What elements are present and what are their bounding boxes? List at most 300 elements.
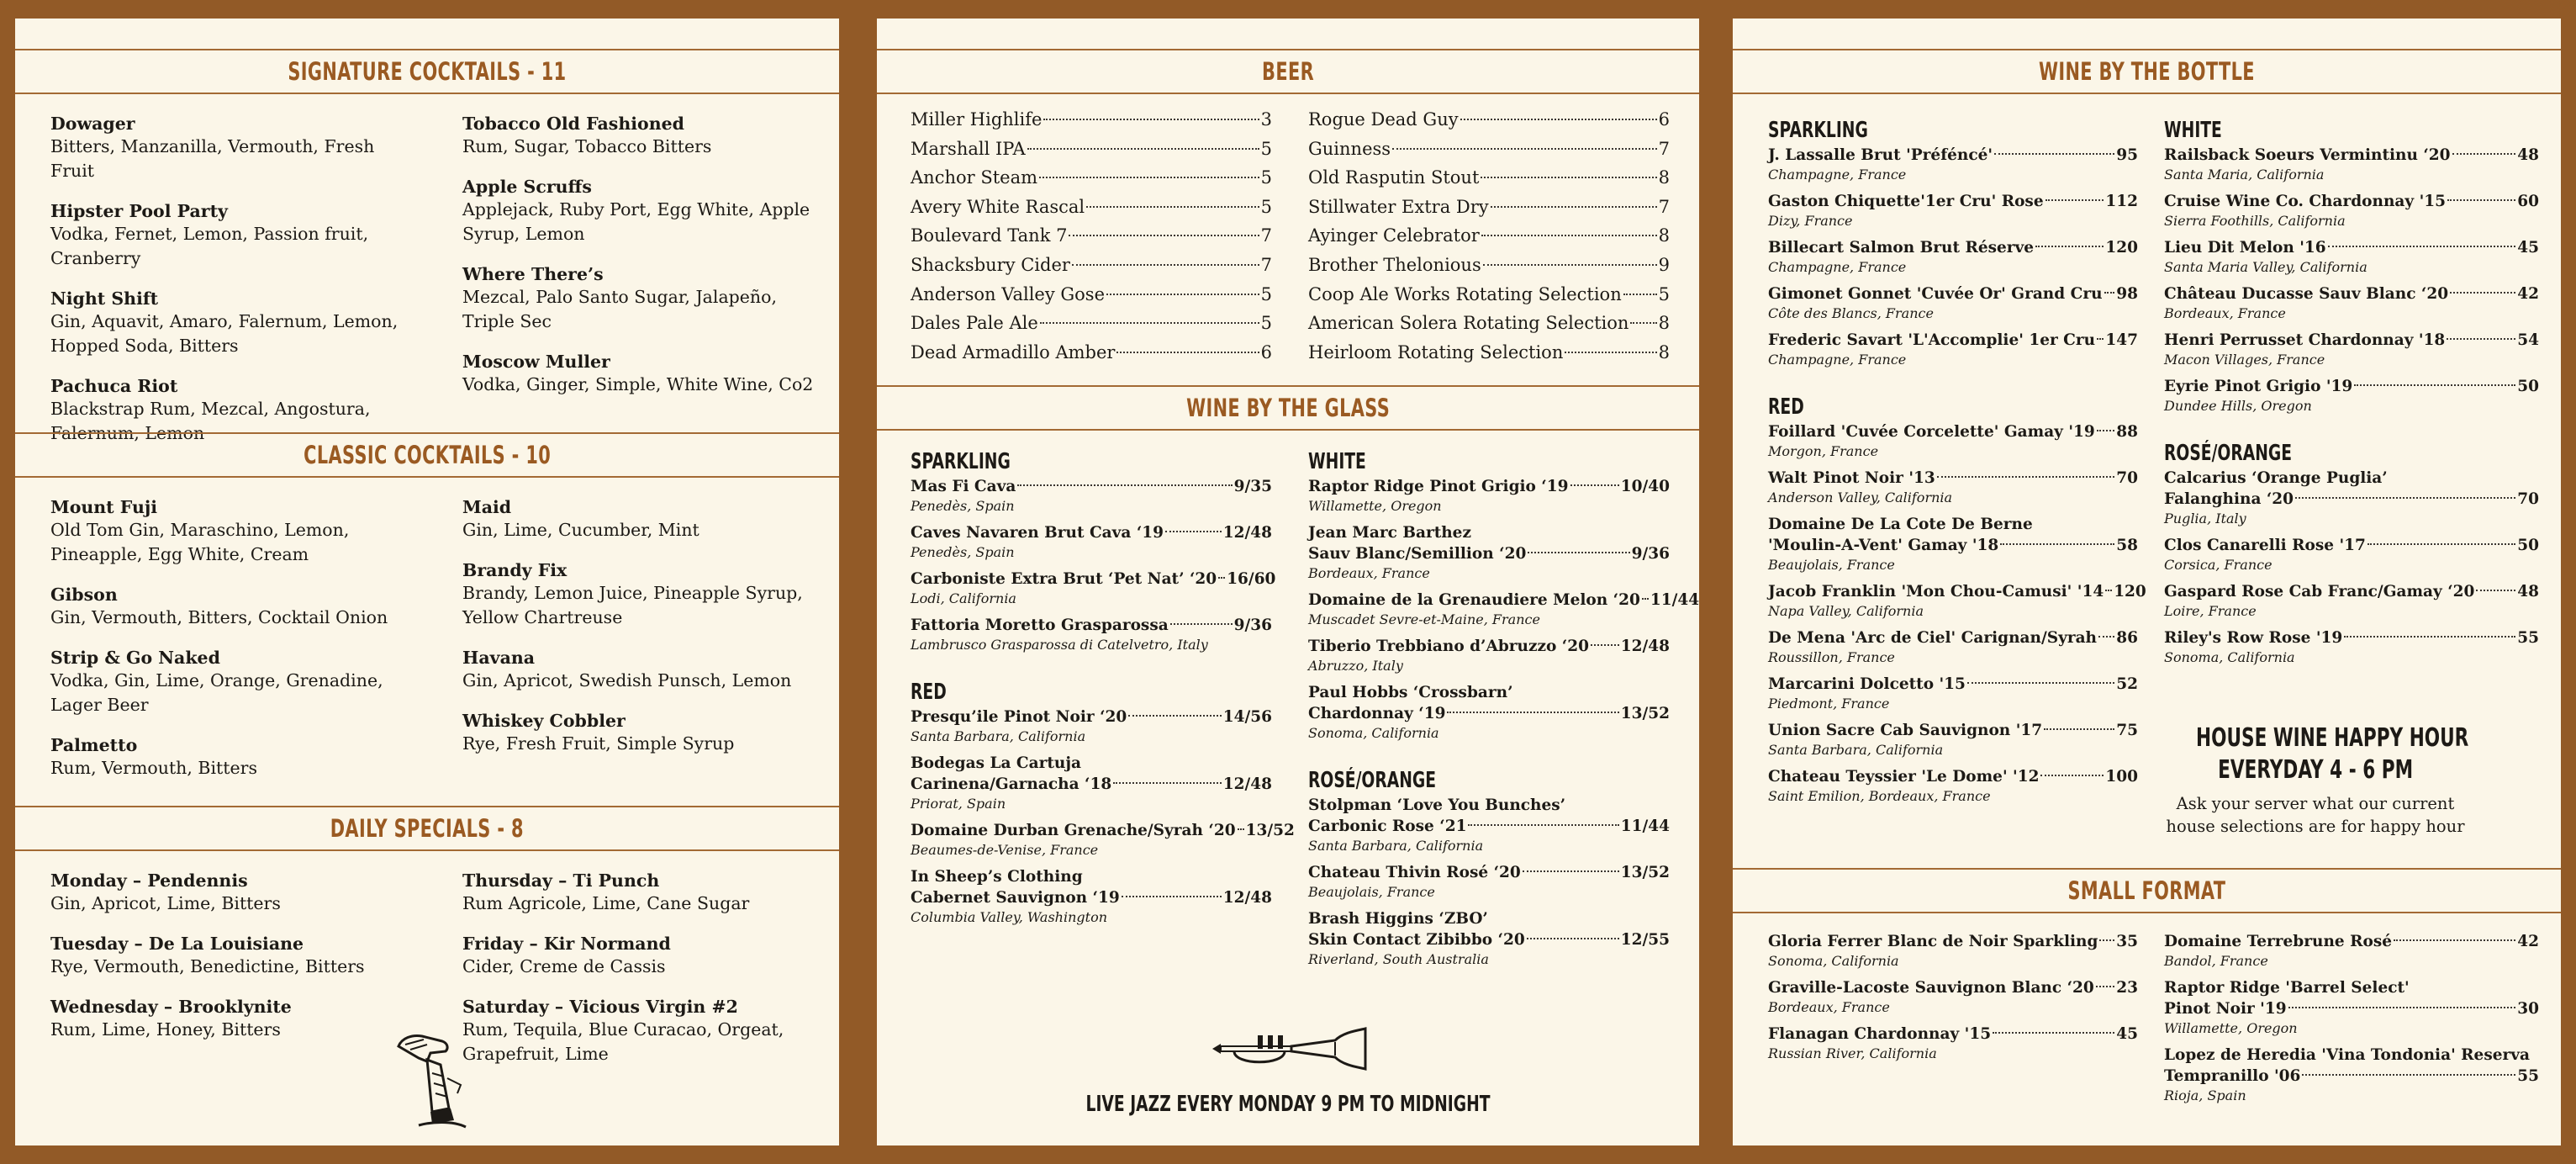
wine-item [1308,476,1670,516]
wine-line [1308,795,1670,816]
dot-leader [2097,338,2104,340]
wine-name: Union Sacre Cab Sauvignon '17 [1768,722,2043,739]
wine-origin: Anderson Valley, California [1768,489,1953,505]
beer-item [911,193,1272,222]
wine-origin: Beaumes-de-Venise, France [911,842,1099,858]
dot-leader [2447,338,2515,340]
happy-hour-time [2143,755,2488,785]
dot-leader [2045,199,2104,201]
wine-price: 13/52 [1245,822,1295,839]
wine-price: 12/48 [1222,524,1272,542]
wine-glass-title: WINE BY THE GLASS [1185,394,1391,422]
beer-item [1308,309,1670,338]
wine-origin: Bandol, France [2164,953,2268,969]
item-name: Maid [462,497,512,517]
wine-item [911,569,1276,608]
dot-leader [1528,552,1629,553]
item-price: 7 [1260,254,1272,275]
item-description: Old Tom Gin, Maraschino, Lemon, Pineapple, Egg White, Cream [50,520,350,564]
dot-leader [1072,264,1259,266]
item-price: 8 [1658,167,1670,188]
item-description: Rum, Sugar, Tobacco Bitters [462,136,712,156]
category-label: ROSÉ/ORANGE [1308,768,1437,793]
item-name: Rogue Dead Guy [1308,109,1459,130]
wine-item [911,866,1272,927]
dot-leader [1481,235,1657,236]
item-name: Moscow Muller [462,352,610,372]
category-label: RED [911,680,947,705]
category-heading [911,449,1272,476]
dot-leader [1392,148,1657,150]
item-name: Dales Pale Ale [911,313,1038,334]
wine-name: Sauv Blanc/Semillion ‘20 [1308,545,1527,563]
dot-leader [1481,177,1656,178]
dot-leader [2447,199,2515,201]
item-name: Brandy Fix [462,560,567,580]
wine-item [1308,522,1670,583]
menu-item [50,870,420,916]
beer-item [1308,280,1670,310]
menu-item [462,113,824,159]
wine-price: 54 [2517,331,2539,349]
item-name: Strip & Go Naked [50,648,220,668]
beer-glass-panel [877,19,1699,1145]
wine-item [2164,627,2539,667]
item-price: 8 [1658,341,1670,362]
wine-name: Railsback Soeurs Vermintinu ‘20 [2164,146,2451,164]
wine-item [1308,795,1670,855]
happy-hour-line2: EVERYDAY 4 - 6 PM [2218,755,2413,785]
wine-price: 50 [2517,537,2539,554]
wine-item [1768,627,2138,667]
dot-leader [2476,590,2515,591]
wine-name: De Mena 'Arc de Ciel' Carignan/Syrah [1768,629,2098,647]
dot-leader [2104,292,2115,294]
dot-leader [2302,1074,2515,1076]
item-name: Miller Highlife [911,109,1043,130]
item-price: 9 [1658,254,1670,275]
wine-origin: Loire, France [2164,603,2257,619]
wine-name: Fattoria Moretto Grasparossa [911,616,1169,634]
wine-line [1308,703,1670,724]
wine-line [1308,862,1670,883]
wine-name: Pinot Noir '19 [2164,1000,2287,1018]
wine-item [2164,581,2539,621]
wine-price: 70 [2116,469,2138,487]
wine-origin: Bordeaux, France [1308,565,1430,581]
wine-item [911,753,1272,813]
daily-specials-header [15,806,839,851]
beer-item [1308,105,1670,135]
wine-line [1768,581,2146,602]
classic-cocktails-title: CLASSIC COCKTAILS - 10 [304,441,551,469]
menu-item [50,496,420,567]
beer-item [911,338,1272,368]
menu-item [50,734,420,780]
dot-leader [2367,543,2515,545]
dot-leader [1630,322,1656,324]
dot-leader [2450,292,2515,294]
item-description: Mezcal, Palo Santo Sugar, Jalapeño, Triple Sec [462,287,777,331]
item-name: Saturday – Vicious Virgin #2 [462,997,738,1017]
wine-line [1308,522,1670,543]
item-description: Rye, Fresh Fruit, Simple Syrup [462,733,735,754]
wine-line [1768,191,2138,212]
wine-name: Clos Canarelli Rose '17 [2164,537,2366,554]
wine-name: Graville-Lacoste Sauvignon Blanc ‘20 [1768,979,2094,997]
dot-leader [1128,715,1221,717]
group-spacer [1308,749,1670,768]
dot-leader [1165,531,1222,532]
dot-leader [1937,476,2114,478]
dot-leader [1106,294,1259,295]
menu-item [50,200,420,271]
category-heading [2164,441,2539,468]
wine-name: Walt Pinot Noir '13 [1768,469,1935,487]
glass-left-column [911,449,1295,934]
wine-price: 75 [2116,722,2138,739]
dot-leader [1994,153,2114,155]
wine-origin: Napa Valley, California [1768,603,1924,619]
dot-leader [2044,728,2114,730]
item-name: Shacksbury Cider [911,254,1070,275]
dot-leader [1591,644,1619,646]
wine-item [1768,191,2138,230]
wine-origin: Sierra Foothills, California [2164,213,2346,229]
classic-left-column [50,496,420,797]
wine-line [2164,977,2539,998]
wine-price: 88 [2116,423,2138,441]
wine-line [911,706,1272,728]
wine-line [1768,283,2138,304]
wine-line [1768,766,2138,787]
wine-name: Mas Fi Cava [911,478,1016,495]
wine-origin: Saint Emilion, Bordeaux, France [1768,788,1991,804]
dot-leader [2035,246,2104,247]
wine-line [911,887,1272,908]
wine-item [1308,590,1699,629]
wine-origin: Riverland, South Australia [1308,951,1489,967]
wine-origin: Macon Villages, France [2164,352,2325,368]
classic-cocktails-header [15,432,839,478]
wine-item [1768,931,2138,971]
dot-leader [1069,235,1259,236]
wine-price: 147 [2105,331,2138,349]
wine-price: 12/48 [1620,638,1670,655]
wine-line [1308,816,1670,837]
dot-leader [2295,497,2515,499]
dot-leader [1040,322,1259,324]
item-price: 5 [1260,283,1272,304]
item-name: Brother Thelonious [1308,254,1481,275]
wine-origin: Penedès, Spain [911,498,1015,514]
wine-price: 42 [2517,285,2539,303]
dot-leader [1623,294,1657,295]
happy-hour-line1: HOUSE WINE HAPPY HOUR [2196,723,2469,753]
menu-item [462,351,824,397]
item-price: 7 [1658,138,1670,159]
menu-item [50,584,420,630]
category-label: WHITE [1308,449,1366,474]
item-name: Boulevard Tank 7 [911,225,1068,246]
item-name: Old Rasputin Stout [1308,167,1480,188]
item-description: Gin, Apricot, Lime, Bitters [50,893,281,913]
item-price: 5 [1658,283,1670,304]
wine-line [911,820,1295,841]
wine-item [911,706,1272,746]
item-price: 8 [1658,225,1670,246]
wine-price: 16/60 [1227,570,1276,588]
wine-origin: Roussillon, France [1768,649,1895,665]
small-format-header [1733,868,2561,913]
wine-origin: Dizy, France [1768,213,1853,229]
wine-name: Carboniste Extra Brut ‘Pet Nat’ ‘20 [911,570,1217,588]
menu-item [50,996,420,1042]
item-name: Havana [462,648,536,668]
wine-name: Château Ducasse Sauv Blanc ‘20 [2164,285,2449,303]
item-description: Applejack, Ruby Port, Egg White, Apple Syrup, Lemon [462,199,810,244]
wine-name: J. Lassalle Brut 'Préféncé' [1768,146,1993,164]
wine-item [1768,977,2138,1017]
wine-bottle-panel [1733,19,2561,1145]
item-name: Monday – Pendennis [50,870,248,891]
wine-origin: Santa Maria Valley, California [2164,259,2367,275]
dot-leader [1113,782,1222,784]
group-spacer [2164,422,2539,441]
wine-origin: Puglia, Italy [2164,511,2246,526]
menu-item [462,996,824,1066]
item-price: 6 [1260,341,1272,362]
wine-name: Frederic Savart 'L'Accomplie' 1er Cru [1768,331,2096,349]
wine-name: Gloria Ferrer Blanc de Noir Sparkling [1768,933,2098,950]
dot-leader [1967,682,2114,684]
wine-line [2164,145,2539,166]
wine-name: Raptor Ridge 'Barrel Select' [2164,979,2410,997]
wine-origin: Lambrusco Grasparossa di Catelvetro, Italy [911,637,1208,653]
wine-line [2164,330,2539,351]
dot-leader [1642,598,1649,600]
specials-left-column [50,870,420,1059]
wine-name: Lieu Dit Melon '16 [2164,239,2326,257]
wine-item [2164,283,2539,323]
wine-price: 12/55 [1620,931,1670,949]
item-name: Apple Scruffs [462,177,592,197]
dot-leader [2328,246,2516,247]
dot-leader [2394,939,2515,941]
wine-price: 9/36 [1631,545,1670,563]
dot-leader [1122,896,1222,897]
wine-item [1768,283,2138,323]
item-description: Bitters, Manzanilla, Vermouth, Fresh Fruit [50,136,375,181]
item-description: Vodka, Ginger, Simple, White Wine, Co2 [462,374,814,394]
small-format-title: SMALL FORMAT [2067,876,2226,905]
dot-leader [1027,148,1259,150]
wine-name: Falanghina ‘20 [2164,490,2294,508]
wine-item [1768,237,2138,277]
item-name: Ayinger Celebrator [1308,225,1480,246]
beer-item [911,280,1272,310]
wine-line [2164,931,2539,952]
wine-line [1308,682,1670,703]
item-name: Dead Armadillo Amber [911,341,1116,362]
wine-line [2164,489,2539,510]
wine-price: 120 [2114,583,2146,601]
item-name: Marshall IPA [911,138,1026,159]
wine-item [1768,421,2138,461]
wine-name: Cabernet Sauvignon ‘19 [911,889,1120,907]
item-price: 5 [1260,196,1272,217]
beer-left-column [911,105,1272,367]
wine-item [911,522,1272,562]
wine-price: 11/44 [1650,591,1699,609]
dot-leader [2344,636,2515,638]
menu-item [462,647,824,693]
item-description: Gin, Aquavit, Amaro, Falernum, Lemon, Hopped Soda, Bitters [50,311,399,356]
wine-name: Calcarius ‘Orange Puglia’ [2164,469,2388,487]
wine-line [2164,191,2539,212]
wine-item [2164,931,2539,971]
wine-bottle-title: WINE BY THE BOTTLE [2039,57,2255,86]
wine-origin: Penedès, Spain [911,544,1015,560]
category-label: WHITE [2164,118,2222,143]
wine-line [2164,468,2539,489]
dot-leader [1460,119,1657,120]
wine-line [2164,1066,2539,1087]
wine-origin: Willamette, Oregon [2164,1020,2298,1036]
wine-name: Jean Marc Barthez [1308,524,1471,542]
item-description: Cider, Creme de Cassis [462,956,666,976]
dot-leader [1086,206,1259,208]
wine-price: 48 [2517,146,2539,164]
wine-price: 13/52 [1620,705,1670,722]
group-spacer [911,661,1272,680]
wine-line [1768,1024,2138,1045]
wine-origin: Bordeaux, France [2164,305,2286,321]
wine-name: Paul Hobbs ‘Crossbarn’ [1308,684,1513,701]
item-name: Tobacco Old Fashioned [462,114,684,134]
beer-item [911,309,1272,338]
category-label: RED [1768,394,1804,420]
item-price: 3 [1260,109,1272,130]
item-description: Blackstrap Rum, Mezcal, Angostura, Falernum, Lemon [50,399,371,443]
wine-origin: Sonoma, California [2164,649,2295,665]
wine-line [1768,627,2138,648]
wine-name: Bodegas La Cartuja [911,754,1082,772]
wine-name: Eyrie Pinot Grigio '19 [2164,378,2353,395]
wine-line [911,615,1272,636]
wine-line [911,774,1272,795]
wine-origin: Côte des Blancs, France [1768,305,1934,321]
item-description: Gin, Lime, Cucumber, Mint [462,520,699,540]
wine-origin: Rioja, Spain [2164,1087,2246,1103]
wine-origin: Willamette, Oregon [1308,498,1442,514]
daily-specials-title: DAILY SPECIALS - 8 [330,814,525,843]
item-price: 7 [1658,196,1670,217]
happy-hour-note-line1: Ask your server what our current [2176,794,2455,813]
wine-item [1308,908,1670,969]
wine-origin: Dundee Hills, Oregon [2164,398,2312,414]
wine-price: 9/35 [1233,478,1272,495]
wine-price: 55 [2517,1067,2539,1085]
wine-name: Riley's Row Rose '19 [2164,629,2343,647]
wine-name: Domaine Durban Grenache/Syrah ‘20 [911,822,1236,839]
wine-name: Stolpman ‘Love You Bunches’ [1308,796,1566,814]
item-description: Gin, Vermouth, Bitters, Cocktail Onion [50,607,388,627]
wine-line [911,476,1272,497]
category-heading [2164,118,2539,145]
beer-item [911,105,1272,135]
wine-origin: Muscadet Sevre-et-Maine, France [1308,611,1540,627]
wine-item [1768,720,2138,759]
dot-leader [1116,352,1259,353]
dot-leader [1565,352,1656,353]
wine-price: 52 [2116,675,2138,693]
wine-line [2164,1045,2539,1066]
wine-name: Tiberio Trebbiano d’Abruzzo ‘20 [1308,638,1589,655]
wine-price: 100 [2105,768,2138,786]
menu-item [50,113,420,183]
category-heading [1768,394,2138,421]
signature-left-column [50,113,420,463]
small-left-column [1768,931,2138,1070]
wine-line [911,866,1272,887]
dot-leader [1993,1032,2114,1034]
beer-item [1308,221,1670,251]
item-price: 5 [1260,138,1272,159]
wine-origin: Morgon, France [1768,443,1879,459]
wine-line [1768,237,2138,258]
wine-line [2164,581,2539,602]
wine-origin: Bordeaux, France [1768,999,1890,1015]
dot-leader [1447,712,1618,713]
wine-name: Chardonnay ‘19 [1308,705,1446,722]
wine-item [2164,330,2539,369]
wine-price: 42 [2517,933,2539,950]
dot-leader [2098,636,2114,638]
wine-item [2164,535,2539,574]
item-name: Wednesday – Brooklynite [50,997,292,1017]
wine-price: 50 [2517,378,2539,395]
wine-line [1308,636,1670,657]
wine-item [1308,636,1670,675]
wine-name: Skin Contact Zibibbo ‘20 [1308,931,1525,949]
wine-name: In Sheep’s Clothing [911,868,1083,886]
dot-leader [1468,824,1618,826]
wine-item [1768,674,2138,713]
wine-name: Henri Perrusset Chardonnay '18 [2164,331,2446,349]
wine-origin: Champagne, France [1768,259,1907,275]
beer-item [911,163,1272,193]
category-label: SPARKLING [1768,118,1868,143]
signature-right-column [462,113,824,414]
wine-item [1768,330,2138,369]
beer-item [911,135,1272,164]
specials-right-column [462,870,824,1083]
item-name: Avery White Rascal [911,196,1085,217]
item-name: Anderson Valley Gose [911,283,1105,304]
item-price: 7 [1260,225,1272,246]
wine-price: 35 [2116,933,2138,950]
wine-line [2164,283,2539,304]
dot-leader [2105,590,2112,591]
live-jazz-text: LIVE JAZZ EVERY MONDAY 9 PM TO MIDNIGHT [1085,1092,1491,1117]
wine-name: Gaspard Rose Cab Franc/Gamay ‘20 [2164,583,2475,601]
wine-item [1768,1024,2138,1063]
dot-leader [2452,153,2516,155]
wine-price: 95 [2116,146,2138,164]
item-name: Tuesday – De La Louisiane [50,934,304,954]
wine-line [1768,674,2138,695]
